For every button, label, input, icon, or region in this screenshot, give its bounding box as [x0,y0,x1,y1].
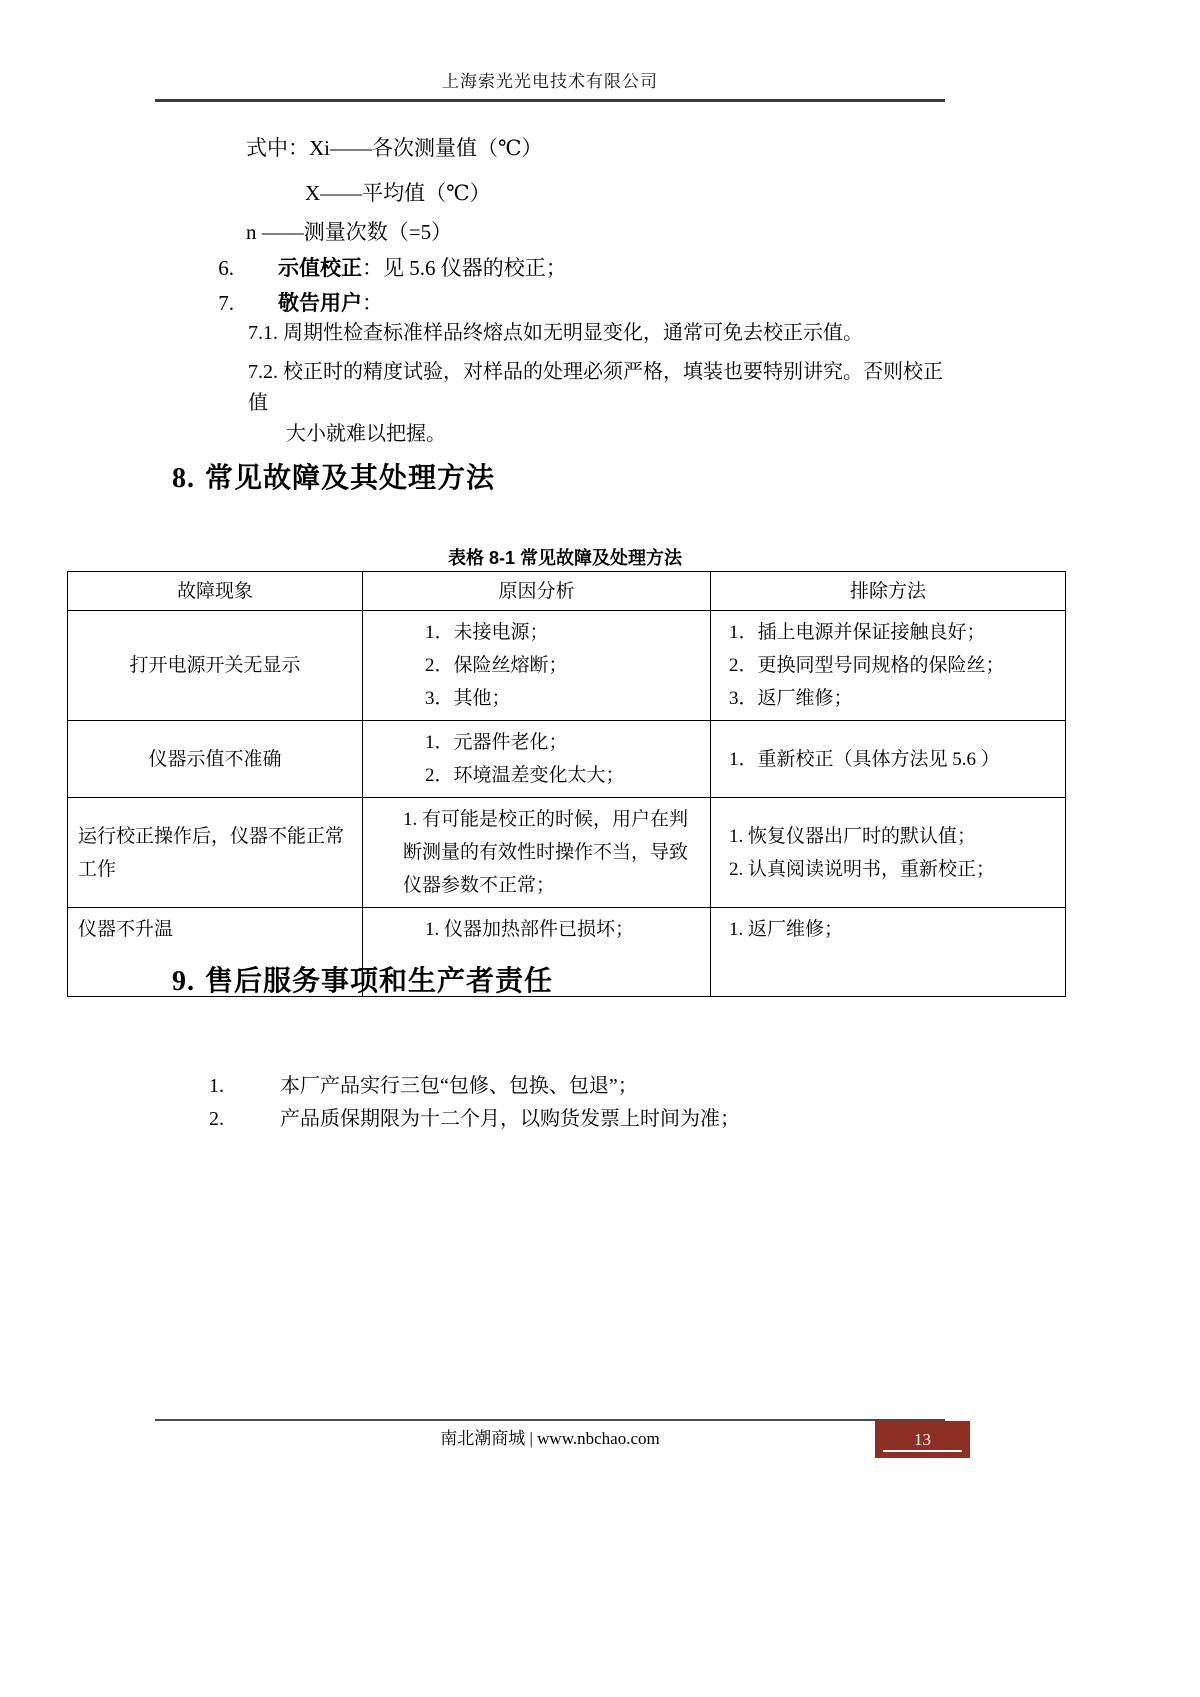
list-item: 2．保险丝熔断； [425,655,568,676]
cell-cause [363,721,711,798]
formula-legend-line-1: 式中：Xi——各次测量值（℃） [246,136,543,160]
footer-text: 南北潮商城 | www.nbchao.com [440,1429,660,1448]
sub-list-item-7-1-number: 7.1. [248,322,278,344]
section-heading-8-title: 常见故障及其处理方法 [205,463,496,494]
list-item: 3．返厂维修； [729,688,853,709]
sub-list-item-7-2-text: 校正时的精度试验，对样品的处理必须严格，填装也要特别讲究。否则校正值 [248,361,943,414]
list-item-7-number: 7. [218,291,234,315]
cause-list [373,913,700,946]
header-divider [155,99,945,102]
solution-list [721,616,1055,715]
table-header-cause: 原因分析 [363,572,711,611]
list-item-6-lead: 示值校正 [278,256,362,280]
table-row [68,798,1066,908]
formula-legend-line-3: n ——测量次数（=5） [246,220,453,244]
list-item-7 [200,288,383,318]
list-item-6-rest: ：见 5.6 仪器的校正； [362,256,567,280]
table-header-solution: 排除方法 [711,572,1066,611]
list-item: 1. 返厂维修； [729,919,844,940]
cause-list [373,616,700,715]
cause-list [373,726,700,792]
page-number: 13 [914,1430,931,1449]
cell-solution [711,721,1066,798]
section-heading-9-title: 售后服务事项和生产者责任 [205,966,554,997]
table-caption: 表格 8-1 常见故障及处理方法 [447,548,683,568]
list-item-6-body [278,253,567,283]
section-heading-9 [172,963,553,1001]
formula-legend-line-2: X——平均值（℃） [305,181,491,205]
page-number-badge [875,1421,970,1458]
list-item-7-rest: ： [362,291,383,315]
section-heading-8 [172,460,495,498]
solution-list [721,743,1055,776]
cell-solution [711,611,1066,721]
list-item: 1. 仪器加热部件已损坏； [425,919,635,940]
fault-table [67,571,1066,997]
table-row [68,611,1066,721]
service-item-2-number: 2. [209,1108,224,1130]
solution-list [721,820,1055,886]
footer-divider [155,1419,945,1421]
service-list [200,1070,740,1136]
list-item [200,1103,740,1136]
list-item: 3．其他； [425,688,511,709]
sub-list-item-7-2 [248,357,948,450]
table-header-row [68,572,1066,611]
sub-list-item-7-1 [248,318,1008,349]
cell-solution [711,908,1066,997]
sub-list-item-7-2-number: 7.2. [248,361,278,383]
cell-phenomenon: 运行校正操作后，仪器不能正常工作 [68,798,363,908]
cell-cause [363,798,711,908]
service-item-1-number: 1. [209,1075,224,1097]
sub-list-item-7-1-text: 周期性检查标准样品终熔点如无明显变化，通常可免去校正示值。 [283,322,863,344]
section-heading-9-number: 9. [172,966,195,997]
list-item-6-number: 6. [218,256,234,280]
list-item [200,1070,740,1103]
cell-solution [711,798,1066,908]
solution-list [721,913,1055,946]
section-heading-8-number: 8. [172,463,195,494]
cell-cause [363,611,711,721]
list-item: 2．环境温差变化太大； [425,765,625,786]
list-item: 1. 有可能是校正的时候，用户在判断测量的有效性时操作不当，导致仪器参数不正常； [403,809,689,896]
sub-list-item-7-2-text-continued: 大小就难以把握。 [286,423,446,445]
header-company-name: 上海索光光电技术有限公司 [442,72,658,91]
list-item: 1．插上电源并保证接触良好； [729,622,986,643]
table-row [68,721,1066,798]
list-item: 1．元器件老化； [425,732,568,753]
cell-phenomenon: 打开电源开关无显示 [68,611,363,721]
service-item-2-text: 产品质保期限为十二个月，以购货发票上时间为准； [280,1108,740,1130]
service-item-1-text: 本厂产品实行三包“包修、包换、包退”； [280,1075,638,1097]
cause-list [373,803,700,902]
list-item: 2. 认真阅读说明书，重新校正； [729,858,996,880]
list-item: 1．未接电源； [425,622,549,643]
list-item: 1．重新校正（具体方法见 5.6 ） [729,748,1000,770]
list-item-7-body [278,288,383,318]
cell-phenomenon: 仪器示值不准确 [68,721,363,798]
cell-phenomenon: 仪器不升温 [68,908,363,997]
list-item-7-lead: 敬告用户 [278,291,362,315]
page-number-underline [883,1450,962,1452]
table-header-phenomenon: 故障现象 [68,572,363,611]
list-item: 2．更换同型号同规格的保险丝； [729,655,1005,676]
page-header [155,70,945,94]
list-item-6 [200,253,567,283]
list-item: 1. 恢复仪器出厂时的默认值； [729,825,977,847]
